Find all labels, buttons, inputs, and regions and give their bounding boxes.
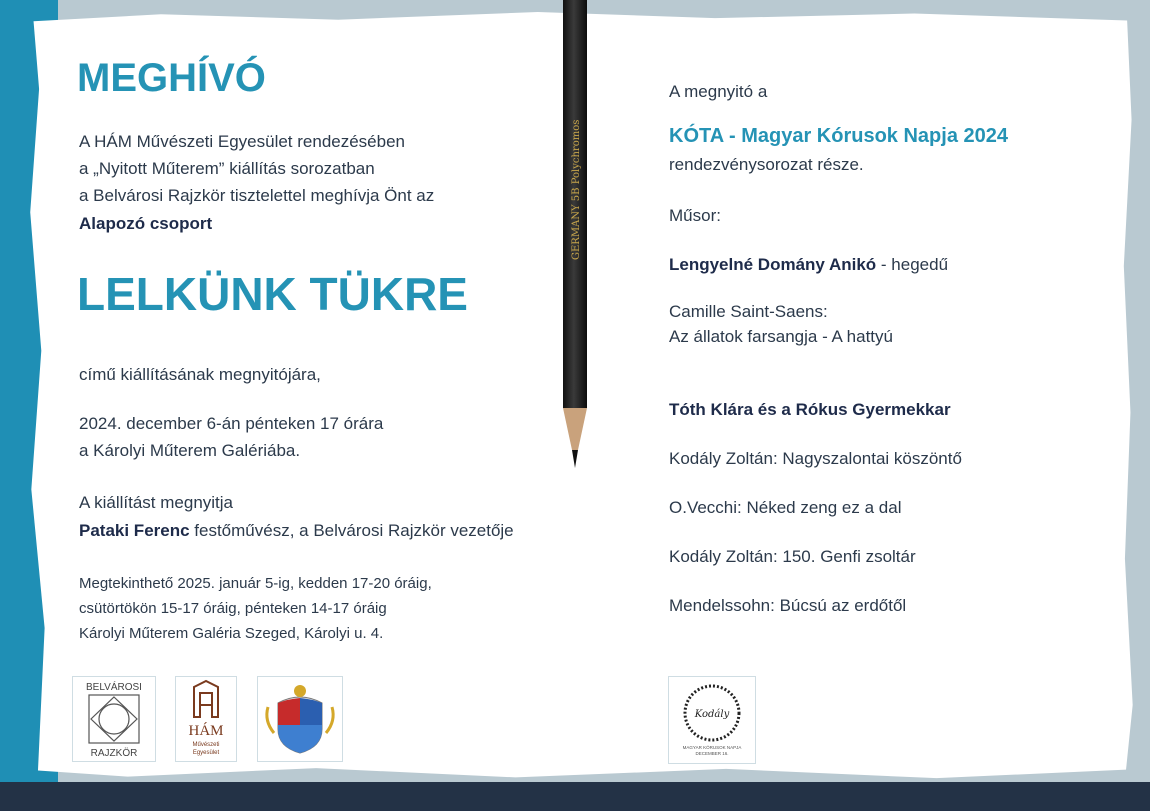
ham-sub-text-1: Művészeti xyxy=(192,742,220,748)
performer-2: Tóth Klára és a Rókus Gyermekkar xyxy=(669,400,951,419)
piece-item: O.Vecchi: Néked zeng ez a dal xyxy=(669,498,902,517)
rajzkor-top-text: BELVÁROSI xyxy=(86,682,142,693)
viewing-line-2: csütörtökön 15-17 óráig, pénteken 14-17 óráig xyxy=(79,600,387,617)
rajzkor-logo xyxy=(72,676,156,762)
program-label: Műsor: xyxy=(669,206,721,225)
kodaly-caption-1: MAGYAR KÓRUSOK NAPJA xyxy=(682,745,742,750)
viewing-line-3: Károlyi Műterem Galéria Szeged, Károlyi u. 4. xyxy=(79,625,384,642)
opener-intro: A kiállítást megnyitja xyxy=(79,493,234,512)
coat-of-arms-icon xyxy=(258,677,342,761)
opener-line xyxy=(79,517,514,544)
performer-1-role: - hegedű xyxy=(876,255,949,274)
intro-line-1: A HÁM Művészeti Egyesület rendezésében xyxy=(79,132,406,151)
group-name: Alapozó csoport xyxy=(79,214,213,233)
szeged-coat-of-arms xyxy=(257,676,343,762)
piece-1-line-1: Camille Saint-Saens: xyxy=(669,302,828,321)
piece-item: Mendelssohn: Búcsú az erdőtől xyxy=(669,596,907,615)
piece-item: Kodály Zoltán: 150. Genfi zsoltár xyxy=(669,547,916,566)
exhibition-title: LELKÜNK TÜKRE xyxy=(77,268,468,320)
right-intro: A megnyitó a xyxy=(669,82,768,101)
ham-sub-text-2: Egyesület xyxy=(192,750,220,756)
piece-item: Kodály Zoltán: Nagyszalontai köszöntő xyxy=(669,449,962,468)
invitation-heading: MEGHÍVÓ xyxy=(77,56,266,100)
intro-line-3: a Belvárosi Rajzkör tisztelettel meghívja Önt az xyxy=(79,186,435,205)
date-line-2: a Károlyi Műterem Galériába. xyxy=(79,441,301,460)
ham-logo xyxy=(175,676,237,762)
opener-role: festőművész, a Belvárosi Rajzkör vezetője xyxy=(189,521,514,540)
piece-1-line-2: Az állatok farsangja - A hattyú xyxy=(669,327,893,346)
kodaly-caption-2: DECEMBER 16. xyxy=(695,751,729,756)
pencil-brand-text: GERMANY 5B Polychromos xyxy=(571,119,582,260)
pencil-illustration xyxy=(560,0,590,470)
opener-name: Pataki Ferenc xyxy=(79,521,190,540)
kodaly-emblem xyxy=(669,677,755,763)
event-suffix: rendezvénysorozat része. xyxy=(669,155,864,174)
performer-1-line xyxy=(669,251,948,278)
viewing-line-1: Megtekinthető 2025. január 5-ig, kedden 17-20 óráig, xyxy=(79,575,432,592)
kodaly-signature: Kodály xyxy=(694,709,730,720)
intro-line-2: a „Nyitott Műterem” kiállítás sorozatban xyxy=(79,159,375,178)
rajzkor-emblem xyxy=(73,677,155,761)
kota-logo xyxy=(668,676,756,764)
performer-1-name: Lengyelné Domány Anikó xyxy=(669,255,877,274)
ham-emblem xyxy=(176,677,236,761)
rajzkor-bottom-text: RAJZKÖR xyxy=(90,748,138,759)
event-name: KÓTA - Magyar Kórusok Napja 2024 xyxy=(669,125,1008,147)
decorative-bottom-band xyxy=(0,782,1150,811)
date-line-1: 2024. december 6-án pénteken 17 órára xyxy=(79,414,384,433)
subtitle-line: című kiállításának megnyitójára, xyxy=(79,365,321,384)
ham-name-text: HÁM xyxy=(188,723,224,739)
